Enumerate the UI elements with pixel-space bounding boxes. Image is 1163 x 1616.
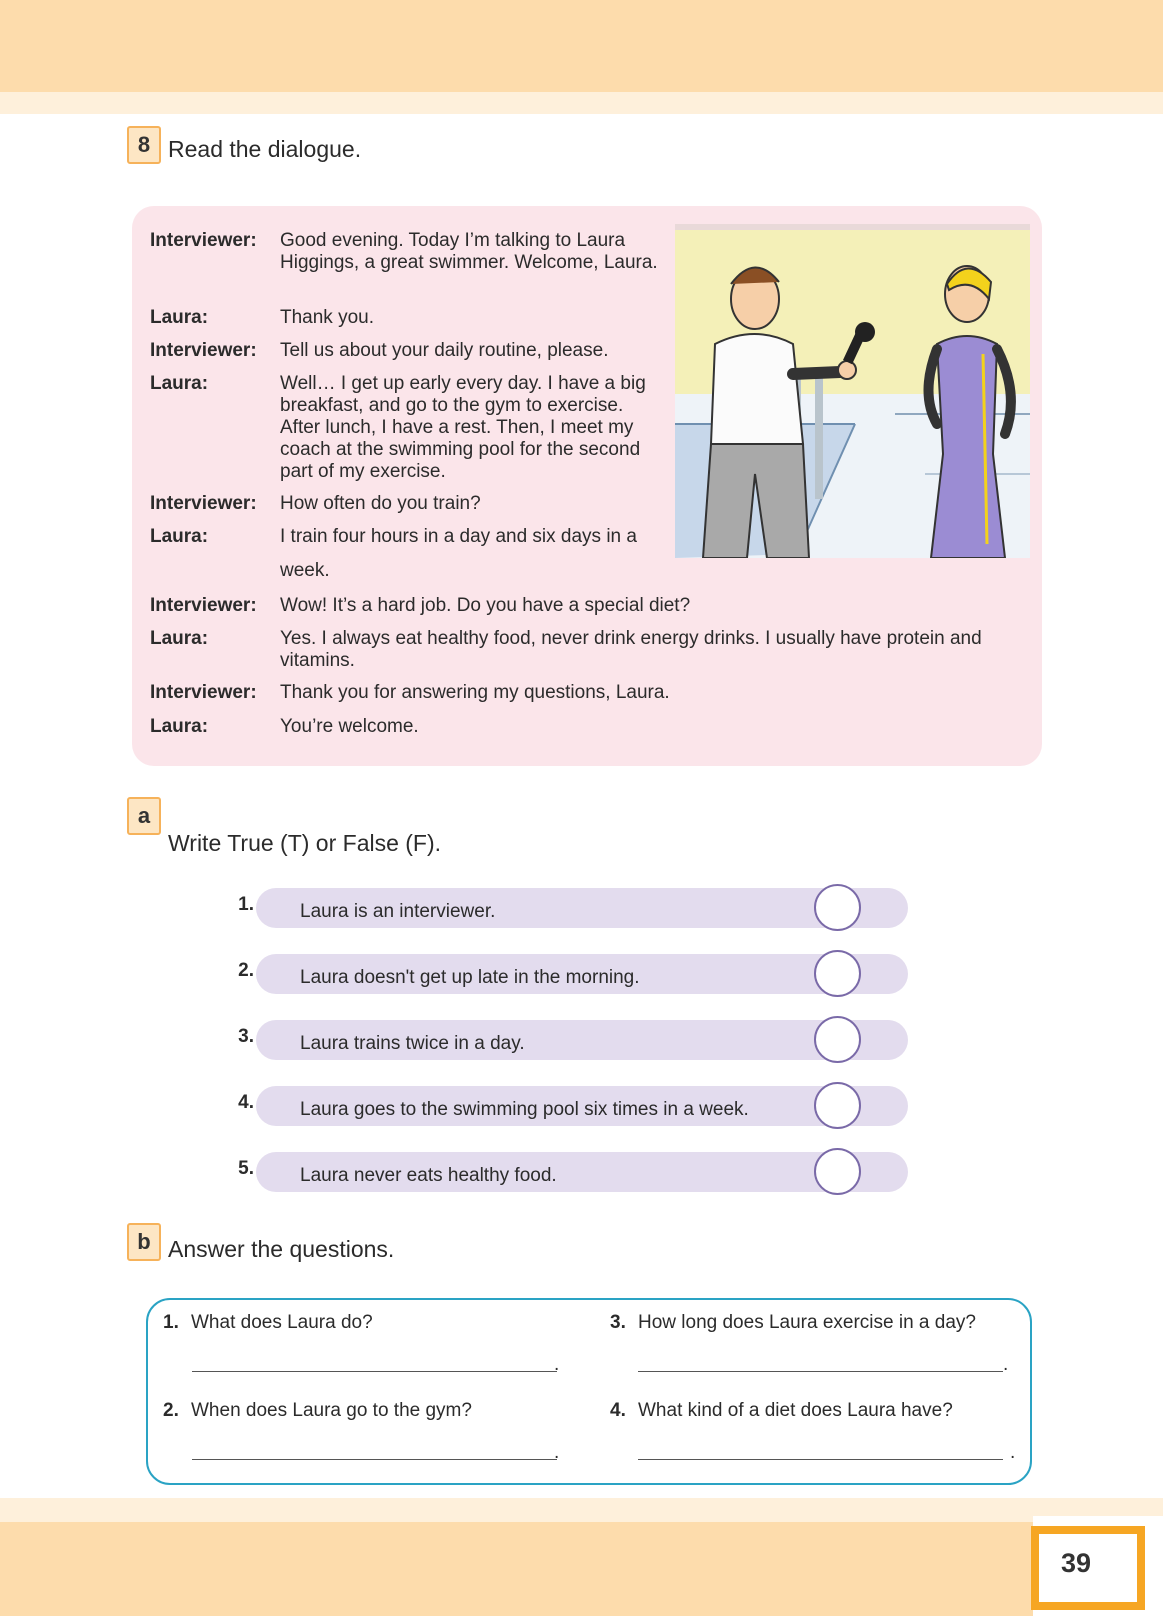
answer-line[interactable] xyxy=(192,1352,557,1372)
dialogue-text: You’re welcome. xyxy=(280,716,419,737)
dialogue-text: Yes. I always eat healthy food, never drink energy drinks. I usually have protein and vitamins. xyxy=(280,628,982,671)
statement-text: Laura goes to the swimming pool six times in a week. xyxy=(300,1099,749,1120)
question-number: 1. xyxy=(163,1312,179,1333)
dialogue-text: Good evening. Today I’m talking to Laura Higgings, a great swimmer. Welcome, Laura. xyxy=(280,230,658,273)
answer-circle[interactable] xyxy=(814,1148,861,1195)
question-text: What kind of a diet does Laura have? xyxy=(638,1400,953,1421)
speaker: Laura: xyxy=(150,716,209,737)
answer-line[interactable] xyxy=(192,1440,557,1460)
question-text: When does Laura go to the gym? xyxy=(191,1400,472,1421)
dialogue-text: Thank you. xyxy=(280,307,374,328)
dialogue-text: Thank you for answering my questions, Laura. xyxy=(280,682,670,703)
item-number: 2. xyxy=(238,960,254,981)
exercise-8-title: Read the dialogue. xyxy=(168,136,362,162)
item-number: 1. xyxy=(238,894,254,915)
statement-text: Laura never eats healthy food. xyxy=(300,1165,557,1186)
statement-pill xyxy=(256,1020,908,1060)
speaker: Laura: xyxy=(150,373,209,394)
statement-text: Laura doesn't get up late in the morning. xyxy=(300,967,640,988)
statement-pill xyxy=(256,888,908,928)
speaker: Interviewer: xyxy=(150,682,257,703)
line-end: . xyxy=(1003,1354,1009,1375)
speaker: Interviewer: xyxy=(150,230,257,251)
dialogue-text: How often do you train? xyxy=(280,493,481,514)
question-text: How long does Laura exercise in a day? xyxy=(638,1312,976,1333)
line-end: . xyxy=(554,1354,560,1375)
question xyxy=(610,1400,953,1422)
answer-line[interactable] xyxy=(638,1440,1003,1460)
dialogue-text: Well… I get up early every day. I have a big breakfast, and go to the gym to exercise. After lunch, I have a rest. Then, I meet my coach at the swimming pool for the second part of my exercise. xyxy=(280,373,646,482)
answer-circle[interactable] xyxy=(814,884,861,931)
top-band-light xyxy=(0,92,1163,114)
statement-pill xyxy=(256,1086,908,1126)
statement-text: Laura is an interviewer. xyxy=(300,901,496,922)
dialogue-text: Wow! It’s a hard job. Do you have a special diet? xyxy=(280,595,691,616)
speaker: Interviewer: xyxy=(150,493,257,514)
top-band xyxy=(0,0,1163,92)
line-end: . xyxy=(554,1442,560,1463)
page-number: 39 xyxy=(1031,1526,1145,1610)
exercise-8-badge: 8 xyxy=(127,126,161,164)
bottom-band-light xyxy=(0,1498,1163,1522)
question-number: 3. xyxy=(610,1312,626,1333)
statement-pill xyxy=(256,1152,908,1192)
speaker: Laura: xyxy=(150,526,209,547)
item-number: 3. xyxy=(238,1026,254,1047)
interview-illustration xyxy=(675,224,1030,558)
statement-text: Laura trains twice in a day. xyxy=(300,1033,525,1054)
speaker: Laura: xyxy=(150,307,209,328)
question-number: 4. xyxy=(610,1400,626,1421)
speaker: Interviewer: xyxy=(150,340,257,361)
line-end: . xyxy=(1010,1442,1016,1463)
dialogue-text: I train four hours in a day and six days in a week. xyxy=(280,526,637,581)
question-number: 2. xyxy=(163,1400,179,1421)
speaker: Interviewer: xyxy=(150,595,257,616)
answer-circle[interactable] xyxy=(814,1082,861,1129)
question xyxy=(163,1400,472,1422)
answer-line[interactable] xyxy=(638,1352,1003,1372)
item-number: 4. xyxy=(238,1092,254,1113)
part-a-badge: a xyxy=(127,797,161,835)
question xyxy=(163,1312,373,1334)
part-b-title: Answer the questions. xyxy=(168,1236,395,1262)
item-number: 5. xyxy=(238,1158,254,1179)
statement-pill xyxy=(256,954,908,994)
answer-circle[interactable] xyxy=(814,950,861,997)
bottom-band xyxy=(0,1522,1163,1616)
part-b-badge: b xyxy=(127,1223,161,1261)
question-text: What does Laura do? xyxy=(191,1312,373,1333)
speaker: Laura: xyxy=(150,628,209,649)
dialogue-text: Tell us about your daily routine, please. xyxy=(280,340,609,361)
question xyxy=(610,1312,976,1334)
answer-circle[interactable] xyxy=(814,1016,861,1063)
part-a-title: Write True (T) or False (F). xyxy=(168,830,442,856)
